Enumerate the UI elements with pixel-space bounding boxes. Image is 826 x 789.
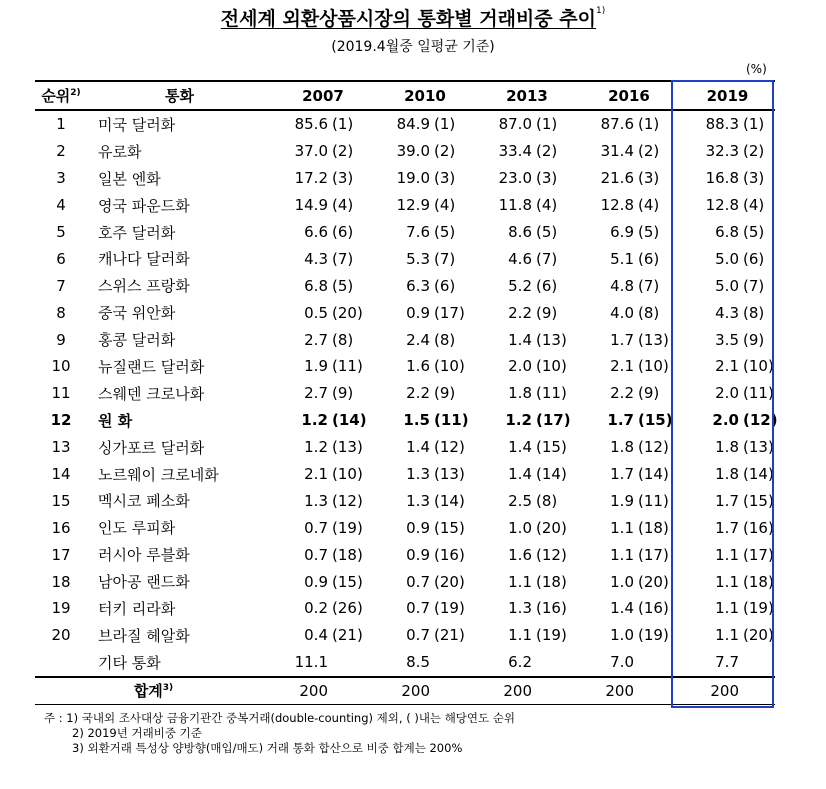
share-value: 5.0 <box>715 276 739 295</box>
share-value: 1.1 <box>508 572 532 591</box>
share-value: 2.0 <box>715 384 739 403</box>
rank-in-year: (13) <box>638 330 669 349</box>
rank-in-year: (14) <box>434 491 465 510</box>
currency-cell: 미국 달러화 <box>98 115 176 134</box>
rank-cell: 5 <box>56 223 66 241</box>
share-value: 33.4 <box>498 142 532 161</box>
table-row <box>35 219 775 246</box>
rank-in-year: (9) <box>743 330 765 349</box>
share-value: 0.7 <box>406 572 430 591</box>
share-value: 1.1 <box>610 518 634 537</box>
rank-in-year: (11) <box>332 357 363 376</box>
header-year-2013: 2013 <box>506 86 548 105</box>
share-value: 0.7 <box>406 626 430 645</box>
rank-in-year: (20) <box>536 518 567 537</box>
table-row <box>35 326 775 353</box>
share-value: 1.8 <box>508 384 532 403</box>
rank-in-year: (19) <box>638 626 669 645</box>
share-value: 1.2 <box>301 411 328 430</box>
total-label: 합계$^{3)}$ <box>35 677 272 705</box>
rank-in-year: (10) <box>332 465 363 484</box>
share-value: 2.1 <box>715 357 739 376</box>
rank-cell: 14 <box>51 465 71 484</box>
share-value: 1.5 <box>403 411 430 430</box>
share-value: 1.7 <box>715 491 739 510</box>
header-rank: 순위$^{2)}$ <box>41 87 81 105</box>
rank-cell: 1 <box>56 115 66 134</box>
rank-cell: 13 <box>51 438 71 457</box>
currency-cell: 일본 엔화 <box>98 169 161 188</box>
rank-in-year: (5) <box>743 223 765 241</box>
currency-cell: 인도 루피화 <box>98 519 176 538</box>
rank-in-year: (8) <box>536 491 558 510</box>
rank-in-year: (7) <box>332 249 354 268</box>
rank-in-year: (7) <box>434 249 456 268</box>
rank-in-year: (17) <box>536 411 571 430</box>
table-row <box>35 649 775 677</box>
share-value: 7.0 <box>610 653 634 672</box>
rank-in-year: (8) <box>743 303 765 322</box>
share-value: 84.9 <box>396 115 430 134</box>
rank-in-year: (10) <box>638 357 669 376</box>
share-value: 7.7 <box>715 653 739 672</box>
rank-in-year: (5) <box>638 223 660 241</box>
share-value: 19.0 <box>396 169 430 188</box>
currency-cell: 스웨덴 크로나화 <box>98 384 205 403</box>
rank-in-year: (17) <box>743 545 774 564</box>
currency-cell: 호주 달러화 <box>98 223 176 242</box>
share-value: 2.7 <box>304 384 328 403</box>
share-value: 0.4 <box>304 626 328 645</box>
share-value: 7.6 <box>406 223 430 241</box>
share-value: 8.6 <box>508 223 532 241</box>
share-value: 4.8 <box>610 276 634 295</box>
currency-cell: 기타 통화 <box>98 653 161 672</box>
rank-cell: 2 <box>56 142 66 161</box>
share-value: 11.8 <box>498 196 532 215</box>
share-value: 32.3 <box>705 142 739 161</box>
share-value: 1.8 <box>715 438 739 457</box>
share-value: 1.2 <box>505 411 532 430</box>
rank-in-year: (16) <box>434 545 465 564</box>
share-value: 1.3 <box>304 491 328 510</box>
rank-cell: 12 <box>50 411 72 430</box>
table-body <box>35 110 778 677</box>
rank-in-year: (20) <box>434 572 465 591</box>
share-value: 2.2 <box>406 384 430 403</box>
rank-in-year: (14) <box>536 465 567 484</box>
share-value: 1.1 <box>715 545 739 564</box>
header-row <box>35 81 775 110</box>
share-value: 1.8 <box>715 465 739 484</box>
share-value: 2.1 <box>610 357 634 376</box>
share-value: 4.3 <box>715 303 739 322</box>
rank-in-year: (18) <box>638 518 669 537</box>
share-value: 1.4 <box>406 438 430 457</box>
rank-cell: 15 <box>51 491 71 510</box>
share-value: 87.6 <box>600 115 634 134</box>
rank-in-year: (2) <box>743 142 765 161</box>
rank-in-year: (7) <box>536 249 558 268</box>
rank-cell: 10 <box>51 357 71 376</box>
share-value: 12.8 <box>600 196 634 215</box>
rank-in-year: (16) <box>638 599 669 618</box>
rank-in-year: (1) <box>434 115 456 134</box>
rank-in-year: (7) <box>638 276 660 295</box>
rank-in-year: (19) <box>536 626 567 645</box>
total-value: 200 <box>680 677 739 705</box>
rank-cell: 9 <box>56 330 66 349</box>
currency-share-table <box>35 80 778 705</box>
rank-in-year: (3) <box>434 169 456 188</box>
rank-in-year: (18) <box>743 572 774 591</box>
total-value: 200 <box>374 677 430 705</box>
share-value: 88.3 <box>705 115 739 134</box>
rank-in-year: (1) <box>743 115 765 134</box>
rank-in-year: (18) <box>332 545 363 564</box>
rank-in-year: (15) <box>332 572 363 591</box>
currency-cell: 홍콩 달러화 <box>98 331 176 350</box>
currency-cell: 뉴질랜드 달러화 <box>98 357 205 376</box>
currency-cell: 노르웨이 크로네화 <box>98 465 219 484</box>
rank-in-year: (4) <box>332 196 354 215</box>
rank-in-year: (3) <box>536 169 558 188</box>
rank-in-year: (18) <box>536 572 567 591</box>
share-value: 1.7 <box>610 330 634 349</box>
footnote-2: 2) 2019년 거래비중 기준 <box>72 726 202 740</box>
rank-in-year: (14) <box>332 411 367 430</box>
footnotes <box>44 711 515 756</box>
rank-in-year: (26) <box>332 599 363 618</box>
rank-in-year: (21) <box>332 626 363 645</box>
rank-cell: 4 <box>56 196 66 215</box>
rank-cell: 6 <box>56 249 66 268</box>
rank-cell: 17 <box>51 545 71 564</box>
table-row <box>35 110 775 138</box>
share-value: 1.3 <box>406 491 430 510</box>
share-value: 5.0 <box>715 249 739 268</box>
share-value: 1.1 <box>715 572 739 591</box>
share-value: 6.2 <box>508 653 532 672</box>
rank-in-year: (10) <box>743 357 774 376</box>
table-row <box>35 299 775 326</box>
share-value: 2.0 <box>712 411 739 430</box>
rank-in-year: (6) <box>332 223 354 241</box>
share-value: 2.7 <box>304 330 328 349</box>
share-value: 1.9 <box>304 357 328 376</box>
rank-in-year: (2) <box>332 142 354 161</box>
rank-cell: 19 <box>51 599 71 618</box>
rank-cell: 11 <box>51 384 71 403</box>
rank-in-year: (6) <box>638 249 660 268</box>
share-value: 5.3 <box>406 249 430 268</box>
share-value: 5.2 <box>508 276 532 295</box>
rank-in-year: (17) <box>638 545 669 564</box>
total-row <box>35 677 775 705</box>
share-value: 0.5 <box>304 303 328 322</box>
rank-in-year: (1) <box>638 115 660 134</box>
share-value: 0.7 <box>406 599 430 618</box>
rank-in-year: (1) <box>536 115 558 134</box>
share-value: 0.9 <box>304 572 328 591</box>
currency-cell: 캐나다 달러화 <box>98 250 190 269</box>
share-value: 37.0 <box>294 142 328 161</box>
unit-label: (%) <box>746 62 767 76</box>
share-value: 12.8 <box>705 196 739 215</box>
currency-cell: 브라질 헤알화 <box>98 626 190 645</box>
share-value: 1.7 <box>607 411 634 430</box>
rank-in-year: (4) <box>638 196 660 215</box>
share-value: 0.9 <box>406 518 430 537</box>
share-value: 12.9 <box>396 196 430 215</box>
share-value: 0.2 <box>304 599 328 618</box>
rank-cell: 3 <box>56 169 66 188</box>
rank-in-year: (6) <box>434 276 456 295</box>
share-value: 2.0 <box>508 357 532 376</box>
footnote-1: 주 : 1) 국내외 조사대상 금융기관간 중복거래(double-counting) 제외, ( )내는 해당연도 순위 <box>44 711 516 725</box>
share-value: 17.2 <box>294 169 328 188</box>
table-row <box>35 192 775 219</box>
rank-in-year: (3) <box>743 169 765 188</box>
rank-in-year: (10) <box>434 357 465 376</box>
table-title <box>0 4 826 31</box>
rank-in-year: (20) <box>332 303 363 322</box>
share-value: 5.1 <box>610 249 634 268</box>
share-value: 2.5 <box>508 491 532 510</box>
table-row <box>35 595 775 622</box>
share-value: 1.0 <box>508 518 532 537</box>
rank-in-year: (15) <box>536 438 567 457</box>
share-value: 4.6 <box>508 249 532 268</box>
total-value: 200 <box>578 677 634 705</box>
share-value: 1.4 <box>508 330 532 349</box>
rank-in-year: (5) <box>536 223 558 241</box>
rank-in-year: (13) <box>332 438 363 457</box>
total-value: 200 <box>272 677 328 705</box>
rank-in-year: (11) <box>536 384 567 403</box>
table-subtitle: (2019.4월중 일평균 기준) <box>331 39 495 55</box>
rank-in-year: (10) <box>536 357 567 376</box>
rank-in-year: (15) <box>638 411 673 430</box>
rank-in-year: (6) <box>536 276 558 295</box>
header-year-2010: 2010 <box>404 86 446 105</box>
share-value: 39.0 <box>396 142 430 161</box>
rank-in-year: (11) <box>743 384 774 403</box>
share-value: 1.0 <box>610 626 634 645</box>
share-value: 0.9 <box>406 545 430 564</box>
share-value: 6.8 <box>715 223 739 241</box>
rank-in-year: (6) <box>743 249 765 268</box>
rank-in-year: (13) <box>743 438 774 457</box>
rank-in-year: (19) <box>332 518 363 537</box>
rank-in-year: (4) <box>434 196 456 215</box>
rank-in-year: (9) <box>434 384 456 403</box>
rank-in-year: (4) <box>743 196 765 215</box>
share-value: 1.1 <box>610 545 634 564</box>
share-value: 1.6 <box>508 545 532 564</box>
rank-cell: 16 <box>51 518 71 537</box>
table-row <box>35 622 775 649</box>
rank-in-year: (4) <box>536 196 558 215</box>
table-row <box>35 353 775 380</box>
share-value: 16.8 <box>705 169 739 188</box>
share-value: 6.9 <box>610 223 634 241</box>
table-row <box>35 514 775 541</box>
share-value: 1.1 <box>715 599 739 618</box>
rank-cell: 8 <box>56 303 66 322</box>
table-row <box>35 541 775 568</box>
share-value: 14.9 <box>294 196 328 215</box>
share-value: 87.0 <box>498 115 532 134</box>
table-row <box>35 568 775 595</box>
rank-in-year: (13) <box>434 465 465 484</box>
currency-cell: 터키 리라화 <box>98 599 176 618</box>
rank-in-year: (19) <box>434 599 465 618</box>
rank-in-year: (2) <box>638 142 660 161</box>
rank-in-year: (14) <box>743 465 774 484</box>
rank-cell: 7 <box>56 276 66 295</box>
title-text: 전세계 외환상품시장의 통화별 거래비중 추이 <box>220 8 596 30</box>
rank-in-year: (20) <box>743 626 774 645</box>
currency-cell: 영국 파운드화 <box>98 196 190 215</box>
share-value: 1.8 <box>610 438 634 457</box>
share-value: 2.2 <box>508 303 532 322</box>
currency-cell: 스위스 프랑화 <box>98 277 190 296</box>
rank-in-year: (9) <box>536 303 558 322</box>
currency-cell: 싱가포르 달러화 <box>98 438 205 457</box>
rank-in-year: (11) <box>638 491 669 510</box>
rank-in-year <box>739 649 775 677</box>
rank-in-year: (12) <box>638 438 669 457</box>
share-value: 1.7 <box>715 518 739 537</box>
rank-in-year: (21) <box>434 626 465 645</box>
rank-in-year: (7) <box>743 276 765 295</box>
rank-in-year: (20) <box>638 572 669 591</box>
rank-in-year: (15) <box>743 491 774 510</box>
share-value: 1.6 <box>406 357 430 376</box>
rank-in-year: (15) <box>434 518 465 537</box>
share-value: 21.6 <box>600 169 634 188</box>
share-value: 0.9 <box>406 303 430 322</box>
share-value: 1.3 <box>406 465 430 484</box>
share-value: 2.1 <box>304 465 328 484</box>
rank-in-year: (16) <box>536 599 567 618</box>
table-row <box>35 434 775 461</box>
rank-in-year <box>328 649 374 677</box>
share-value: 6.8 <box>304 276 328 295</box>
share-value: 23.0 <box>498 169 532 188</box>
table-row <box>35 165 775 192</box>
rank-in-year: (5) <box>434 223 456 241</box>
share-value: 1.1 <box>508 626 532 645</box>
table-row <box>35 487 775 514</box>
title-footnote-ref: 1) <box>595 6 606 16</box>
table-row <box>35 272 775 299</box>
header-year-2019: 2019 <box>706 86 749 105</box>
rank-cell: 20 <box>51 626 71 645</box>
rank-in-year: (8) <box>638 303 660 322</box>
share-value: 6.6 <box>304 223 328 241</box>
share-value: 1.3 <box>508 599 532 618</box>
share-value: 1.9 <box>610 491 634 510</box>
share-value: 0.7 <box>304 518 328 537</box>
rank-in-year: (3) <box>638 169 660 188</box>
share-value: 1.4 <box>508 438 532 457</box>
rank-in-year: (2) <box>434 142 456 161</box>
table-row <box>35 380 775 407</box>
rank-in-year: (19) <box>743 599 774 618</box>
share-value: 4.3 <box>304 249 328 268</box>
rank-in-year: (12) <box>434 438 465 457</box>
rank-in-year: (12) <box>536 545 567 564</box>
currency-cell: 남아공 랜드화 <box>98 573 190 592</box>
share-value: 2.4 <box>406 330 430 349</box>
share-value: 85.6 <box>294 115 328 134</box>
rank-in-year: (9) <box>332 384 354 403</box>
share-value: 3.5 <box>715 330 739 349</box>
currency-cell: 중국 위안화 <box>98 304 176 323</box>
header-currency: 통화 <box>165 87 194 105</box>
share-value: 1.0 <box>610 572 634 591</box>
rank-cell: 18 <box>51 572 71 591</box>
header-year-2016: 2016 <box>608 86 650 105</box>
rank-in-year: (8) <box>332 330 354 349</box>
share-value: 1.4 <box>508 465 532 484</box>
share-value: 0.7 <box>304 545 328 564</box>
rank-in-year: (11) <box>434 411 469 430</box>
header-year-2007: 2007 <box>302 86 344 105</box>
share-value: 1.4 <box>610 599 634 618</box>
rank-in-year: (8) <box>434 330 456 349</box>
rank-in-year: (2) <box>536 142 558 161</box>
rank-in-year: (3) <box>332 169 354 188</box>
rank-in-year: (1) <box>332 115 354 134</box>
share-value: 11.1 <box>294 653 328 672</box>
rank-in-year: (13) <box>536 330 567 349</box>
share-value: 1.7 <box>610 465 634 484</box>
share-value: 8.5 <box>406 653 430 672</box>
table-row <box>35 461 775 488</box>
rank-in-year: (14) <box>638 465 669 484</box>
rank-in-year: (12) <box>332 491 363 510</box>
rank-in-year <box>634 649 680 677</box>
rank-in-year <box>532 649 578 677</box>
rank-in-year: (17) <box>434 303 465 322</box>
rank-in-year: (12) <box>743 411 778 430</box>
currency-cell: 원 화 <box>98 411 133 430</box>
rank-in-year: (16) <box>743 518 774 537</box>
currency-cell: 멕시코 페소화 <box>98 492 190 511</box>
rank-in-year <box>430 649 476 677</box>
share-value: 2.2 <box>610 384 634 403</box>
table-row <box>35 138 775 165</box>
rank-cell <box>35 649 87 677</box>
share-value: 1.2 <box>304 438 328 457</box>
total-value: 200 <box>476 677 532 705</box>
share-value: 6.3 <box>406 276 430 295</box>
currency-cell: 유로화 <box>98 142 142 161</box>
share-value: 1.1 <box>715 626 739 645</box>
rank-in-year: (9) <box>638 384 660 403</box>
share-value: 4.0 <box>610 303 634 322</box>
share-value: 31.4 <box>600 142 634 161</box>
table-row <box>35 407 775 434</box>
table-row <box>35 245 775 272</box>
rank-in-year: (5) <box>332 276 354 295</box>
currency-cell: 러시아 루블화 <box>98 546 190 565</box>
footnote-3: 3) 외환거래 특성상 양방향(매입/매도) 거래 통화 합산으로 비중 합계는 200% <box>72 741 463 755</box>
